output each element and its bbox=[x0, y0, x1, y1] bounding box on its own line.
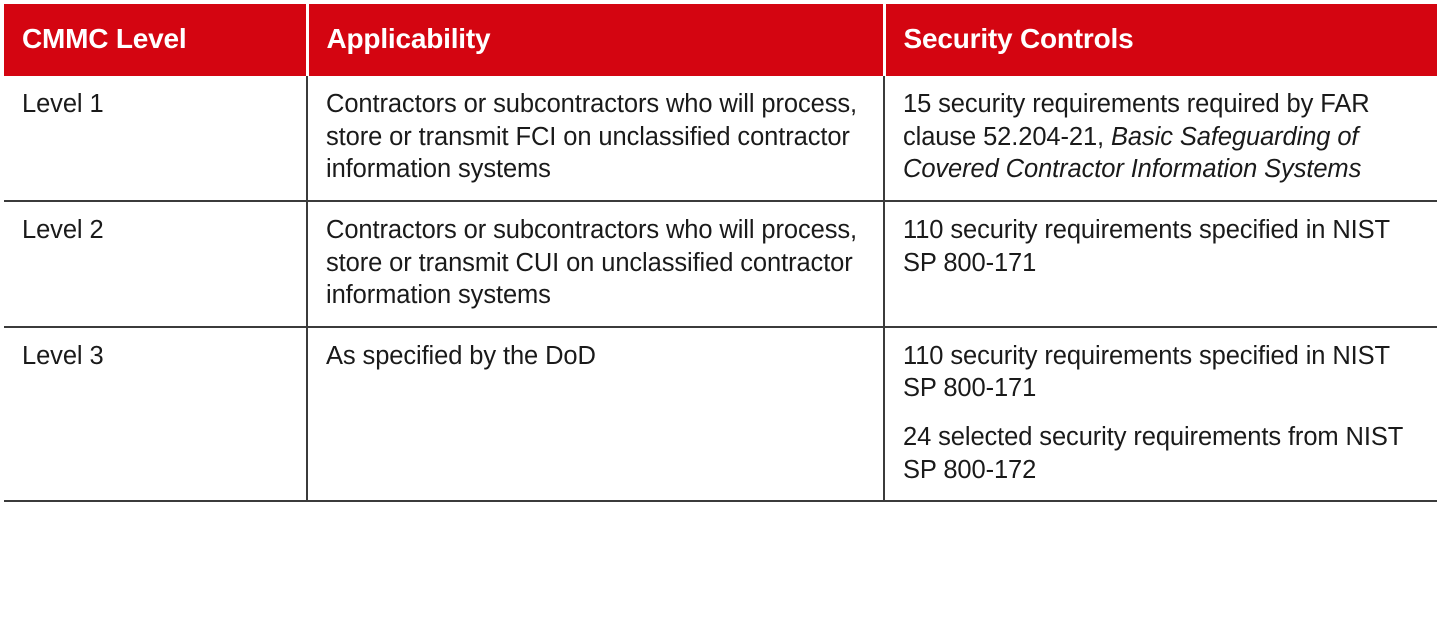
column-header-cmmc-level: CMMC Level bbox=[4, 4, 307, 76]
column-header-applicability: Applicability bbox=[307, 4, 884, 76]
controls-paragraph-primary: 110 security requirements specified in NIST SP 800-171 bbox=[903, 341, 1390, 403]
controls-paragraph-secondary: 24 selected security requirements from NIST SP 800-172 bbox=[903, 423, 1403, 484]
cell-security-controls bbox=[884, 327, 1437, 502]
table-row bbox=[4, 76, 1437, 201]
table-body bbox=[4, 76, 1437, 501]
document-page bbox=[0, 4, 1441, 644]
column-header-security-controls: Security Controls bbox=[884, 4, 1437, 76]
controls-paragraph bbox=[903, 88, 1419, 186]
cell-applicability: Contractors or subcontractors who will process, store or transmit FCI on unclassified contractor information systems bbox=[307, 76, 884, 201]
table-row bbox=[4, 201, 1437, 327]
cell-level: Level 1 bbox=[4, 76, 307, 201]
controls-italic-title: Basic Safeguarding of Covered Contractor Information Systems bbox=[903, 122, 1362, 184]
table-row bbox=[4, 327, 1437, 502]
cell-level: Level 2 bbox=[4, 201, 307, 327]
cell-security-controls bbox=[884, 201, 1437, 327]
cell-security-controls bbox=[884, 76, 1437, 201]
controls-paragraph: 110 security requirements specified in NIST SP 800-171 bbox=[903, 215, 1390, 277]
table-header bbox=[4, 4, 1437, 76]
cell-applicability: As specified by the DoD bbox=[307, 327, 884, 502]
cell-applicability: Contractors or subcontractors who will process, store or transmit CUI on unclassified contractor information systems bbox=[307, 201, 884, 327]
controls-lead-text: 15 security requirements required by FAR clause 52.204-21, bbox=[903, 90, 1370, 151]
cmmc-level-table bbox=[4, 4, 1437, 502]
table-header-row bbox=[4, 4, 1437, 76]
cell-level: Level 3 bbox=[4, 327, 307, 502]
